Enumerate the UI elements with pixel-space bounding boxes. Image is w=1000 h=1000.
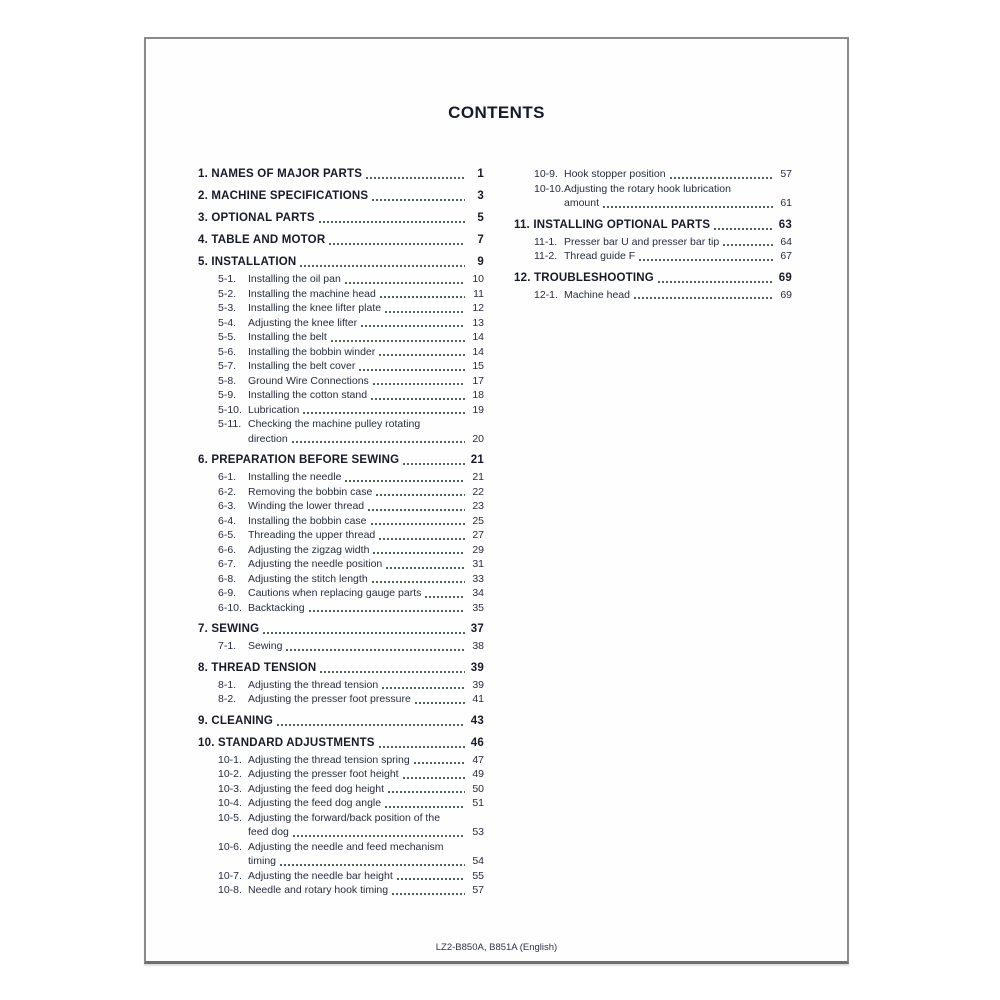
entry-label: Thread guide F — [564, 250, 636, 262]
entry-label: Installing the bobbin winder — [248, 345, 376, 358]
toc-section-entry — [198, 233, 484, 248]
toc-sub-entry — [198, 753, 484, 768]
toc-sub-entry — [514, 167, 792, 182]
dot-leader — [714, 228, 773, 230]
entry-number: 5-5. — [218, 331, 237, 343]
dot-leader — [293, 835, 465, 837]
dot-leader — [403, 463, 465, 465]
entry-page: 49 — [472, 768, 484, 780]
entry-number: 10-3. — [218, 782, 242, 795]
dot-leader — [372, 199, 465, 201]
entry-number: 10-10. — [534, 182, 564, 195]
dot-leader — [300, 265, 465, 267]
toc-sub-entry-continuation — [198, 825, 484, 840]
entry-page: 27 — [472, 529, 484, 541]
dot-leader — [280, 864, 465, 866]
toc-sub-entry — [198, 883, 484, 898]
dot-leader — [303, 412, 465, 414]
entry-page: 17 — [472, 374, 484, 387]
toc-sub-entry — [514, 249, 792, 264]
entry-number: 11-2. — [534, 250, 558, 262]
dot-leader — [392, 893, 465, 895]
entry-label: 8. THREAD TENSION — [198, 661, 317, 674]
dot-leader — [331, 340, 465, 342]
entry-page: 3 — [477, 190, 484, 202]
toc-sub-entry — [198, 572, 484, 587]
entry-page: 14 — [472, 331, 484, 343]
entry-page: 14 — [472, 345, 484, 358]
toc-sub-entry — [514, 235, 792, 250]
entry-number-spacer — [218, 825, 248, 840]
entry-page: 38 — [472, 640, 484, 652]
entry-number: 6-8. — [218, 572, 237, 585]
page-title: CONTENTS — [448, 103, 545, 122]
toc-sub-entry — [198, 543, 484, 558]
entry-label: Adjusting the needle and feed mechanism — [248, 840, 444, 853]
dot-leader — [371, 398, 465, 400]
entry-page: 9 — [477, 256, 484, 268]
toc-sub-entry — [198, 272, 484, 287]
toc-sub-entry — [198, 840, 484, 855]
toc-sub-entry — [198, 287, 484, 302]
entry-number: 5-11. — [218, 418, 242, 430]
entry-number: 5-9. — [218, 389, 237, 401]
entry-label: 3. OPTIONAL PARTS — [198, 212, 315, 224]
dot-leader — [603, 206, 773, 208]
entry-label: 4. TABLE AND MOTOR — [198, 234, 326, 246]
dot-leader — [319, 221, 465, 223]
toc-sub-entry — [198, 586, 484, 601]
entry-number: 5-1. — [218, 273, 237, 285]
entry-number: 8-2. — [218, 693, 237, 705]
entry-label: Adjusting the needle position — [248, 558, 383, 570]
entry-page: 51 — [472, 797, 484, 809]
toc-section-entry — [198, 211, 484, 226]
toc-sub-entry — [198, 811, 484, 826]
dot-leader — [379, 538, 465, 540]
entry-page: 20 — [472, 432, 484, 445]
entry-label: Adjusting the forward/back position of the — [248, 811, 441, 824]
entry-page: 25 — [472, 514, 484, 527]
toc-sub-entry — [198, 782, 484, 797]
entry-page: 35 — [472, 601, 484, 614]
dot-leader — [670, 177, 773, 179]
entry-page: 53 — [472, 826, 484, 838]
entry-page: 61 — [780, 197, 792, 209]
entry-page: 39 — [472, 678, 484, 691]
entry-page: 5 — [477, 212, 484, 224]
entry-label: Checking the machine pulley rotating — [248, 418, 421, 430]
toc-sub-entry-continuation — [198, 432, 484, 447]
toc-sub-entry-continuation — [514, 196, 792, 211]
toc-sub-entry — [198, 301, 484, 316]
entry-label: Winding the lower thread — [248, 500, 365, 512]
entry-label: 2. MACHINE SPECIFICATIONS — [198, 190, 369, 202]
entry-page: 23 — [472, 500, 484, 512]
entry-number-spacer — [218, 432, 248, 447]
dot-leader — [309, 610, 465, 612]
toc-section-entry — [198, 453, 484, 468]
entry-number: 10-8. — [218, 884, 242, 896]
entry-label: Adjusting the presser foot height — [248, 768, 399, 780]
entry-page: 18 — [472, 389, 484, 401]
toc-sub-entry — [198, 345, 484, 360]
entry-label: Threading the upper thread — [248, 529, 376, 541]
dot-leader — [379, 354, 465, 356]
toc-sub-entry — [514, 288, 792, 303]
dot-leader — [286, 649, 465, 651]
dot-leader — [345, 480, 465, 482]
toc-sub-entry — [198, 557, 484, 572]
dot-leader — [277, 724, 465, 726]
entry-number-spacer — [534, 196, 564, 211]
entry-label: Hook stopper position — [564, 168, 666, 180]
entry-number-spacer — [218, 854, 248, 869]
entry-page: 55 — [472, 869, 484, 882]
entry-number: 6-3. — [218, 500, 237, 512]
entry-number: 5-4. — [218, 316, 237, 329]
entry-label: Sewing — [248, 640, 283, 652]
dot-leader — [414, 762, 465, 764]
entry-label: Adjusting the thread tension spring — [248, 753, 410, 766]
entry-number: 10-5. — [218, 811, 242, 824]
entry-page: 57 — [780, 168, 792, 180]
entry-number: 6-5. — [218, 529, 237, 541]
entry-number: 5-3. — [218, 302, 237, 314]
entry-number: 6-1. — [218, 471, 237, 483]
toc-sub-entry — [198, 869, 484, 884]
toc-sub-entry — [198, 528, 484, 543]
entry-number: 10-7. — [218, 869, 242, 882]
page-footer: LZ2-B850A, B851A (English) — [435, 942, 558, 953]
toc-sub-entry — [198, 499, 484, 514]
dot-leader — [385, 311, 465, 313]
entry-page: 69 — [780, 288, 792, 301]
toc-sub-entry-continuation — [198, 854, 484, 869]
entry-number: 6-9. — [218, 587, 237, 599]
toc-sub-entry — [198, 374, 484, 389]
entry-page: 69 — [778, 271, 792, 284]
dot-leader — [329, 243, 465, 245]
entry-label: 1. NAMES OF MAJOR PARTS — [198, 168, 363, 180]
entry-label: Machine head — [564, 288, 630, 301]
dot-leader — [372, 581, 465, 583]
entry-label: Adjusting the stitch length — [248, 572, 368, 585]
toc-section-entry — [514, 271, 792, 286]
entry-label: 6. PREPARATION BEFORE SEWING — [198, 454, 400, 466]
entry-label-continued: amount — [564, 197, 600, 209]
entry-label: Adjusting the feed dog angle — [248, 797, 382, 809]
entry-label: Adjusting the needle bar height — [248, 869, 393, 882]
entry-page: 67 — [780, 250, 792, 262]
toc-section-entry — [514, 218, 792, 233]
entry-page: 43 — [470, 714, 484, 727]
entry-number: 5-6. — [218, 345, 237, 358]
entry-page: 57 — [472, 884, 484, 896]
toc-sub-entry — [198, 767, 484, 782]
toc-sub-entry — [198, 796, 484, 811]
entry-page: 12 — [472, 302, 484, 314]
entry-label: 7. SEWING — [198, 623, 260, 635]
entry-page: 10 — [472, 273, 484, 285]
toc-sub-entry — [198, 316, 484, 331]
entry-label: 5. INSTALLATION — [198, 256, 297, 268]
entry-page: 19 — [472, 403, 484, 416]
dot-leader — [263, 632, 465, 634]
dot-leader — [382, 687, 465, 689]
toc-sub-entry — [514, 182, 792, 197]
entry-label-continued: timing — [248, 855, 277, 867]
entry-number: 10-9. — [534, 168, 558, 180]
toc-section-entry — [198, 189, 484, 204]
toc-section-entry — [198, 736, 484, 751]
entry-number: 10-2. — [218, 768, 242, 780]
entry-page: 13 — [472, 316, 484, 329]
toc-sub-entry — [198, 485, 484, 500]
toc-sub-entry — [198, 470, 484, 485]
entry-label: Adjusting the zigzag width — [248, 543, 370, 556]
dot-leader — [425, 596, 465, 598]
entry-number: 6-2. — [218, 485, 237, 498]
entry-label: Adjusting the feed dog height — [248, 782, 385, 795]
entry-number: 11-1. — [534, 235, 558, 248]
entry-label: 12. TROUBLESHOOTING — [514, 271, 654, 284]
entry-page: 21 — [470, 454, 484, 466]
manual-page — [144, 37, 849, 964]
toc-section-entry — [198, 714, 484, 729]
entry-label: Installing the machine head — [248, 287, 376, 300]
entry-number: 12-1. — [534, 288, 558, 301]
entry-label: Cautions when replacing gauge parts — [248, 587, 422, 599]
entry-page: 46 — [470, 736, 484, 749]
entry-page: 33 — [472, 572, 484, 585]
dot-leader — [415, 702, 465, 704]
entry-number: 10-1. — [218, 753, 242, 766]
entry-number: 6-7. — [218, 558, 237, 570]
toc-column-left — [198, 167, 484, 898]
toc-sub-entry — [198, 514, 484, 529]
dot-leader — [373, 552, 465, 554]
entry-page: 50 — [472, 782, 484, 795]
dot-leader — [368, 509, 465, 511]
entry-label: Ground Wire Connections — [248, 374, 369, 387]
entry-label-continued: feed dog — [248, 826, 289, 838]
entry-page: 63 — [778, 218, 792, 231]
dot-leader — [373, 383, 465, 385]
toc-sub-entry — [198, 601, 484, 616]
entry-page: 22 — [472, 485, 484, 498]
entry-label: 10. STANDARD ADJUSTMENTS — [198, 736, 375, 749]
dot-leader — [388, 791, 465, 793]
toc-section-entry — [198, 661, 484, 676]
entry-label: 9. CLEANING — [198, 714, 274, 727]
entry-number: 5-10. — [218, 403, 242, 416]
dot-leader — [634, 297, 773, 299]
toc-sub-entry — [198, 639, 484, 654]
entry-label: Adjusting the thread tension — [248, 678, 379, 691]
entry-label: Adjusting the knee lifter — [248, 316, 358, 329]
entry-number: 10-6. — [218, 840, 242, 853]
toc-section-entry — [198, 622, 484, 637]
entry-page: 39 — [470, 661, 484, 674]
entry-label: Installing the needle — [248, 471, 342, 483]
entry-number: 6-6. — [218, 543, 237, 556]
entry-label: Installing the oil pan — [248, 273, 341, 285]
toc-sub-entry — [198, 388, 484, 403]
dot-leader — [658, 281, 773, 283]
entry-page: 54 — [472, 855, 484, 867]
entry-number: 10-4. — [218, 797, 242, 809]
entry-page: 64 — [780, 235, 792, 248]
entry-label: Needle and rotary hook timing — [248, 884, 389, 896]
dot-leader — [403, 777, 465, 779]
toc-section-entry — [198, 167, 484, 182]
entry-label: Installing the cotton stand — [248, 389, 368, 401]
entry-page: 15 — [472, 360, 484, 372]
entry-number: 6-10. — [218, 601, 242, 614]
dot-leader — [366, 177, 465, 179]
dot-leader — [361, 325, 465, 327]
entry-label: Installing the belt — [248, 331, 327, 343]
entry-page: 41 — [472, 693, 484, 705]
toc-sub-entry — [198, 359, 484, 374]
dot-leader — [380, 296, 465, 298]
dot-leader — [359, 369, 465, 371]
dot-leader — [345, 282, 465, 284]
entry-label: Adjusting the rotary hook lubrication — [564, 182, 731, 195]
entry-page: 29 — [472, 543, 484, 556]
entry-page: 47 — [472, 753, 484, 766]
entry-label: Removing the bobbin case — [248, 485, 373, 498]
entry-page: 7 — [477, 234, 484, 246]
dot-leader — [320, 671, 465, 673]
entry-label: Backtacking — [248, 601, 305, 614]
entry-number: 7-1. — [218, 640, 237, 652]
entry-page: 37 — [470, 623, 484, 635]
toc-sub-entry — [198, 692, 484, 707]
entry-label: Installing the belt cover — [248, 360, 356, 372]
toc-sub-entry — [198, 417, 484, 432]
dot-leader — [292, 441, 465, 443]
toc-sub-entry — [198, 330, 484, 345]
dot-leader — [723, 244, 773, 246]
toc-column-right — [514, 167, 792, 302]
entry-label: Lubrication — [248, 403, 300, 416]
toc-sub-entry — [198, 403, 484, 418]
dot-leader — [376, 494, 465, 496]
entry-label: Adjusting the presser foot pressure — [248, 693, 411, 705]
dot-leader — [371, 523, 466, 525]
dot-leader — [379, 746, 465, 748]
dot-leader — [385, 806, 465, 808]
entry-number: 8-1. — [218, 678, 237, 691]
entry-page: 34 — [472, 587, 484, 599]
entry-label: Installing the bobbin case — [248, 514, 367, 527]
entry-page: 1 — [477, 168, 484, 180]
entry-number: 5-8. — [218, 374, 237, 387]
toc-sub-entry — [198, 678, 484, 693]
entry-page: 21 — [472, 471, 484, 483]
dot-leader — [397, 878, 465, 880]
dot-leader — [386, 567, 465, 569]
entry-page: 31 — [472, 558, 484, 570]
entry-number: 5-2. — [218, 287, 237, 300]
entry-label: 11. INSTALLING OPTIONAL PARTS — [514, 218, 711, 231]
entry-number: 6-4. — [218, 514, 237, 527]
dot-leader — [639, 259, 773, 261]
entry-label-continued: direction — [248, 432, 288, 445]
entry-page: 11 — [473, 287, 484, 300]
entry-label: Presser bar U and presser bar tip — [564, 235, 720, 248]
entry-number: 5-7. — [218, 360, 237, 372]
toc-section-entry — [198, 255, 484, 270]
entry-label: Installing the knee lifter plate — [248, 302, 382, 314]
